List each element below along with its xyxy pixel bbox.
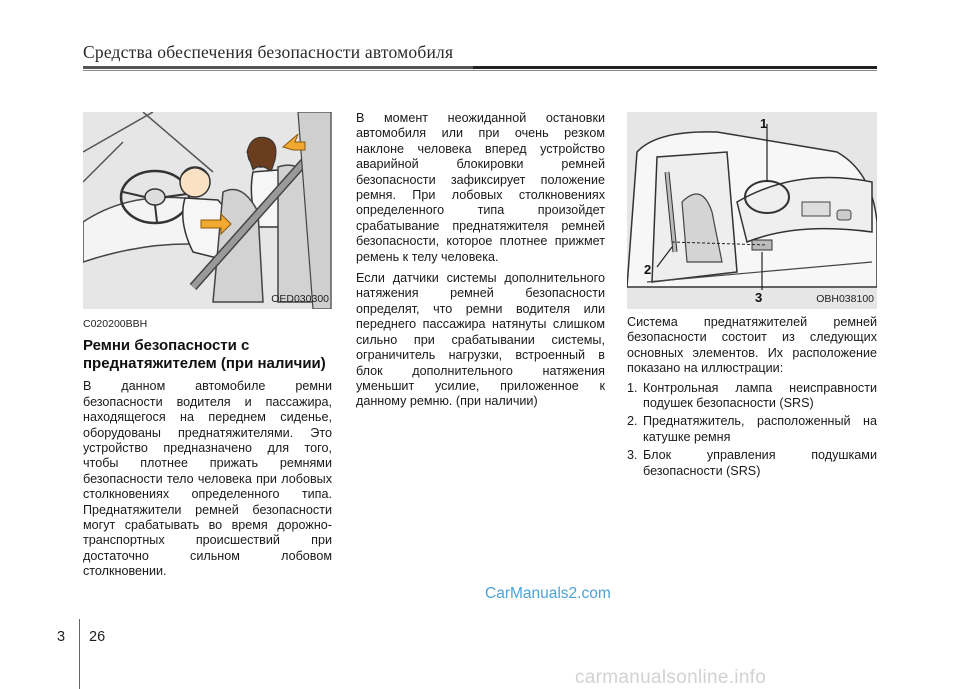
list-item <box>627 448 877 479</box>
car-interior-drawing <box>83 112 332 309</box>
body-paragraph: Если датчики системы дополнительного натяжения ремней безопасности определят, что ремни водителя или переднего пассажира натянуты слишком сильно при срабатывании системы, ограничитель нагрузки, встроенный в блок дополнительного натяжения уменьшит усилие, приложенное к данному ремню. (при наличии) <box>356 271 605 409</box>
list-item-number: 1. <box>627 380 638 395</box>
list-item <box>627 381 877 412</box>
list-item <box>627 414 877 445</box>
right-column <box>627 112 877 479</box>
section-heading: Ремни безопасности с преднатяжителем (при наличии) <box>83 337 326 373</box>
callout-2: 2 <box>644 262 652 277</box>
left-column <box>83 112 332 580</box>
page-number-divider <box>79 619 80 689</box>
callout-1: 1 <box>760 116 768 131</box>
list-item-number: 3. <box>627 448 638 463</box>
body-paragraph: В момент неожиданной остановки автомобиля или при очень резком наклоне человека вперед устройство аварийной блокировки ремней безопасности зафиксирует положение ремня. При лобовых столкновениях определенного типа произойдет срабатывание преднатяжителя ремней безопасности, которое плотнее прижмет ремень к телу человека. <box>356 111 605 264</box>
list-item-text: Контрольная лампа неисправности подушек безопасности (SRS) <box>643 380 877 411</box>
section-number: 3 <box>57 629 66 645</box>
section-code: C020200BBH <box>83 318 148 330</box>
list-item-text: Преднатяжитель, расположенный на катушке ремня <box>643 414 877 444</box>
list-item-number: 2. <box>627 414 638 429</box>
callout-3: 3 <box>755 290 763 305</box>
body-paragraph: В данном автомобиле ремни безопасности водителя и пассажира, находящегося на переднем сиденье, оборудованы преднатяжителями. Это устройство предназначено для того, чтобы плотнее прижать ремнями безопасности тело человека при лобовых столкновениях определенного типа. Преднатяжители ремней безопасности могут срабатывать во время дорожно-транспортных происшествий при достаточно сильном лобовом столкновении. <box>83 379 332 579</box>
watermark-link[interactable]: CarManuals2.com <box>485 585 611 602</box>
header-divider <box>83 66 877 72</box>
footer-watermark: carmanualsonline.info <box>575 667 767 688</box>
pretensioner-components-illustration <box>627 112 877 309</box>
components-list <box>627 381 877 479</box>
middle-column <box>356 111 605 410</box>
page-number: 26 <box>89 629 106 645</box>
body-paragraph: Система преднатяжителей ремней безопасности состоит из следующих основных элементов. Их расположение показано на иллюстрации: <box>627 315 877 376</box>
figure-code-label: OED030300 <box>271 292 329 305</box>
page-header-title: Средства обеспечения безопасности автомобиля <box>83 42 454 62</box>
car-cutaway-drawing <box>627 112 877 309</box>
figure-code-label: OBH038100 <box>816 292 874 305</box>
driver-seatbelt-illustration <box>83 112 332 309</box>
list-item-text: Блок управления подушками безопасности (SRS) <box>643 448 877 478</box>
